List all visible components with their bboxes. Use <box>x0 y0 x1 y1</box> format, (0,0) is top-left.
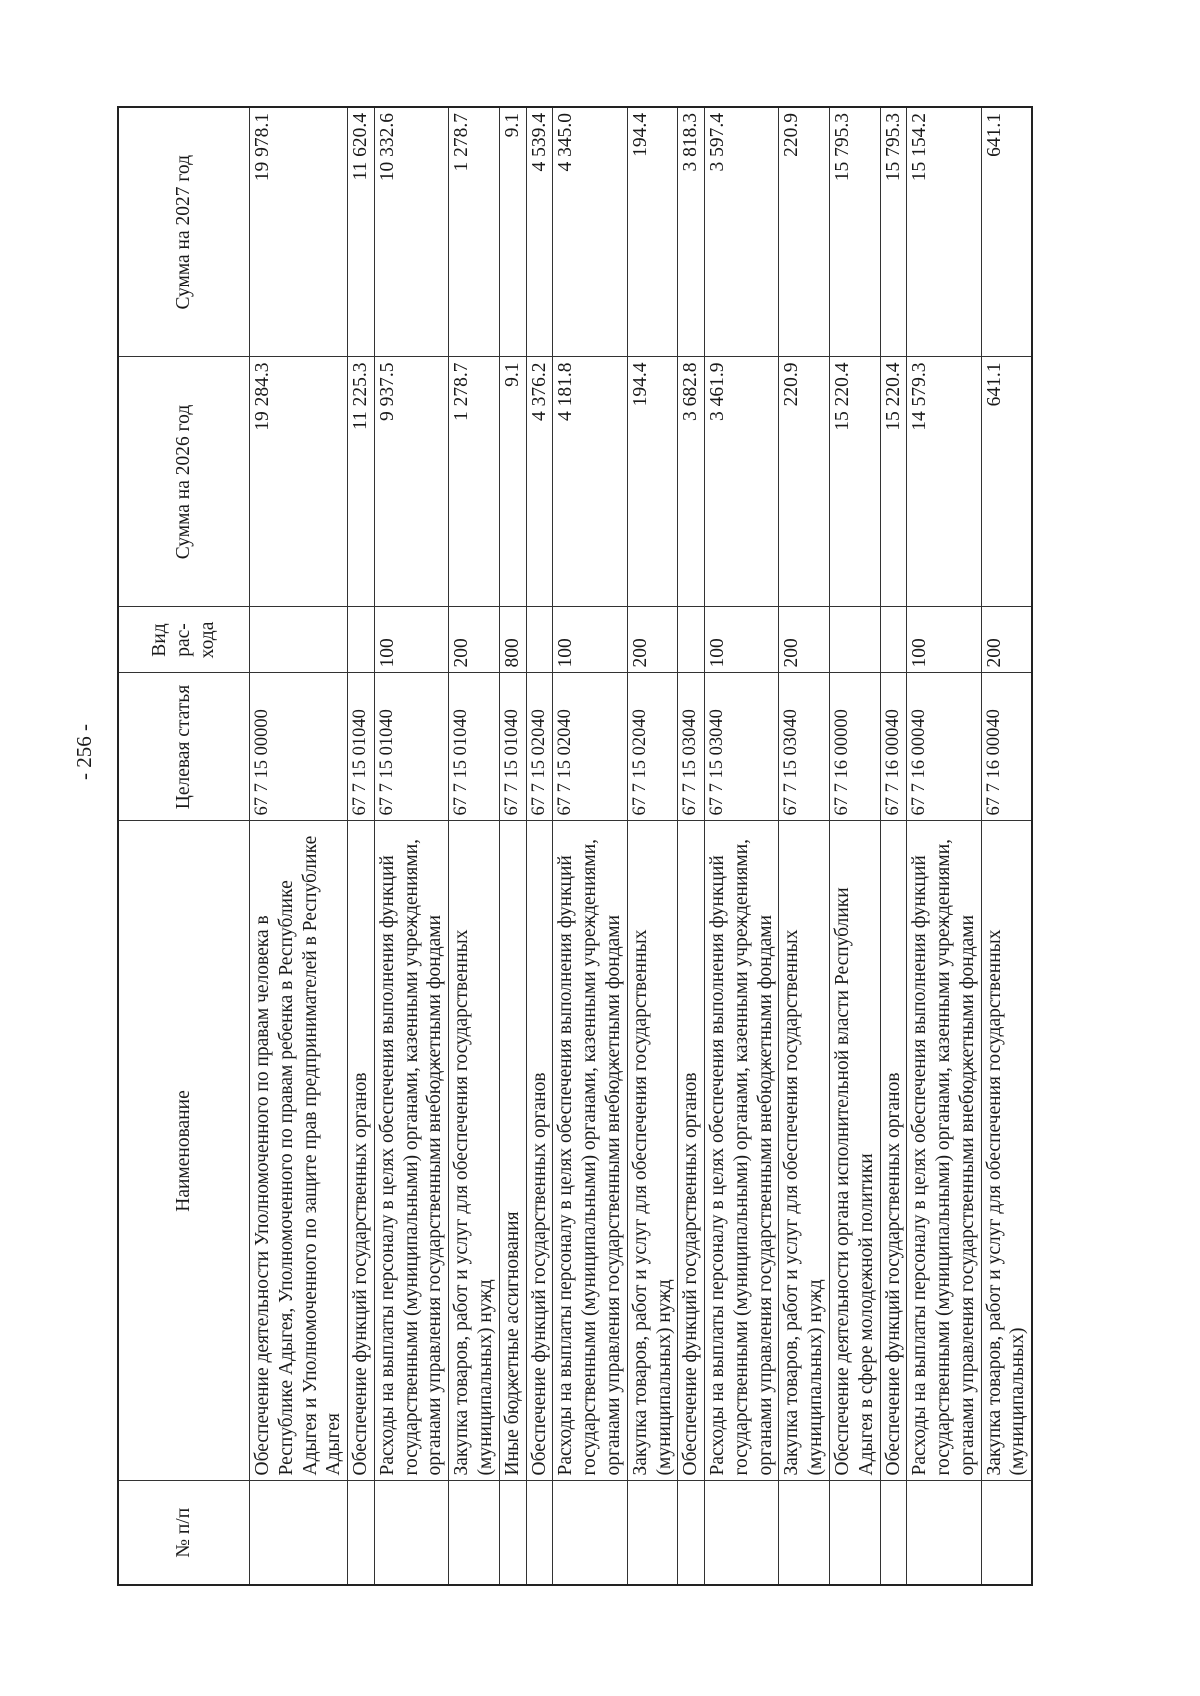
row-expense-type: 100 <box>374 607 448 673</box>
row-number <box>526 1481 553 1585</box>
row-expense-type <box>348 607 375 673</box>
row-sum-2027: 4 345.0 <box>553 107 627 357</box>
rotated-page-content <box>117 108 1074 1586</box>
table-row <box>907 107 981 1585</box>
row-sum-2027: 1 278.7 <box>449 107 500 357</box>
row-name: Расходы на выплаты персоналу в целях обеспечения выполнения функций государственными (муниципальными) органами, казенными учреждениями, органами управления государственными внебюджетными фондами <box>374 821 448 1481</box>
row-number <box>880 1481 907 1585</box>
table-row <box>348 107 375 1585</box>
row-name: Расходы на выплаты персоналу в целях обеспечения выполнения функций государственными (муниципальными) органами, казенными учреждениями, органами управления государственными внебюджетными фондами <box>553 821 627 1481</box>
table-row <box>880 107 907 1585</box>
header-name: Наименование <box>118 821 250 1481</box>
row-sum-2027: 641.1 <box>981 107 1032 357</box>
row-sum-2027: 15 795.3 <box>880 107 907 357</box>
row-target-code: 67 7 15 02040 <box>526 673 553 821</box>
row-target-code: 67 7 15 02040 <box>553 673 627 821</box>
row-expense-type <box>829 607 880 673</box>
row-target-code: 67 7 15 03040 <box>779 673 830 821</box>
row-number <box>250 1481 348 1585</box>
row-expense-type: 800 <box>499 607 526 673</box>
row-number <box>981 1481 1032 1585</box>
row-number <box>449 1481 500 1585</box>
row-number <box>499 1481 526 1585</box>
row-target-code: 67 7 15 01040 <box>374 673 448 821</box>
row-sum-2026: 4 181.8 <box>553 357 627 607</box>
row-name: Обеспечение функций государственных органов <box>526 821 553 1481</box>
row-sum-2027: 10 332.6 <box>374 107 448 357</box>
table-row <box>553 107 627 1585</box>
budget-table <box>117 106 1033 1586</box>
row-sum-2027: 9.1 <box>499 107 526 357</box>
table-row <box>829 107 880 1585</box>
table-header-row <box>118 107 250 1585</box>
row-expense-type <box>526 607 553 673</box>
row-name: Закупка товаров, работ и услуг для обеспечения государственных (муниципальных) нужд <box>779 821 830 1481</box>
row-sum-2026: 220.9 <box>779 357 830 607</box>
row-number <box>627 1481 678 1585</box>
row-number <box>705 1481 779 1585</box>
row-target-code: 67 7 16 00040 <box>880 673 907 821</box>
row-sum-2026: 15 220.4 <box>880 357 907 607</box>
header-sum-2026: Сумма на 2026 год <box>118 357 250 607</box>
header-vid: Вид рас-хода <box>118 607 250 673</box>
row-expense-type: 200 <box>449 607 500 673</box>
header-code: Целевая статья <box>118 673 250 821</box>
table-row <box>499 107 526 1585</box>
row-name: Закупка товаров, работ и услуг для обеспечения государственных (муниципальных) нужд <box>627 821 678 1481</box>
row-name: Закупка товаров, работ и услуг для обеспечения государственных (муниципальных) нужд <box>449 821 500 1481</box>
row-expense-type: 200 <box>779 607 830 673</box>
table-row <box>526 107 553 1585</box>
table-row <box>678 107 705 1585</box>
row-target-code: 67 7 15 01040 <box>348 673 375 821</box>
row-sum-2026: 3 682.8 <box>678 357 705 607</box>
row-sum-2026: 14 579.3 <box>907 357 981 607</box>
row-sum-2027: 15 154.2 <box>907 107 981 357</box>
row-expense-type: 100 <box>553 607 627 673</box>
row-number <box>348 1481 375 1585</box>
row-number <box>678 1481 705 1585</box>
row-sum-2026: 194.4 <box>627 357 678 607</box>
row-sum-2026: 9.1 <box>499 357 526 607</box>
row-expense-type <box>678 607 705 673</box>
row-expense-type: 100 <box>907 607 981 673</box>
header-num: № п/п <box>118 1481 250 1585</box>
row-number <box>907 1481 981 1585</box>
row-name: Иные бюджетные ассигнования <box>499 821 526 1481</box>
row-expense-type: 200 <box>627 607 678 673</box>
row-target-code: 67 7 15 00000 <box>250 673 348 821</box>
row-name: Расходы на выплаты персоналу в целях обеспечения выполнения функций государственными (муниципальными) органами, казенными учреждениями, органами управления государственными внебюджетными фондами <box>907 821 981 1481</box>
row-name: Обеспечение функций государственных органов <box>880 821 907 1481</box>
row-name: Обеспечение деятельности Уполномоченного по правам человека в Республике Адыгея, Уполномоченного по правам ребенка в Республике Адыгея и Уполномоченного по защите прав предпринимателей в Республике Адыгея <box>250 821 348 1481</box>
table-row <box>374 107 448 1585</box>
row-name: Закупка товаров, работ и услуг для обеспечения государственных (муниципальных) <box>981 821 1032 1481</box>
row-number <box>829 1481 880 1585</box>
table-row <box>449 107 500 1585</box>
table-row <box>250 107 348 1585</box>
row-target-code: 67 7 15 03040 <box>705 673 779 821</box>
row-name: Обеспечение функций государственных органов <box>348 821 375 1481</box>
table-row <box>705 107 779 1585</box>
row-name: Обеспечение функций государственных органов <box>678 821 705 1481</box>
row-name: Расходы на выплаты персоналу в целях обеспечения выполнения функций государственными (муниципальными) органами, казенными учреждениями, органами управления государственными внебюджетными фондами <box>705 821 779 1481</box>
row-sum-2027: 3 597.4 <box>705 107 779 357</box>
row-target-code: 67 7 15 01040 <box>499 673 526 821</box>
row-number <box>374 1481 448 1585</box>
row-expense-type <box>880 607 907 673</box>
page-number: - 256 - <box>72 724 96 780</box>
row-sum-2026: 4 376.2 <box>526 357 553 607</box>
row-expense-type: 200 <box>981 607 1032 673</box>
row-sum-2027: 194.4 <box>627 107 678 357</box>
table-body <box>250 107 1033 1585</box>
table-row <box>627 107 678 1585</box>
row-target-code: 67 7 16 00000 <box>829 673 880 821</box>
row-sum-2027: 11 620.4 <box>348 107 375 357</box>
row-number <box>779 1481 830 1585</box>
row-expense-type: 100 <box>705 607 779 673</box>
row-sum-2027: 3 818.3 <box>678 107 705 357</box>
table-row <box>779 107 830 1585</box>
table-row <box>981 107 1032 1585</box>
row-number <box>553 1481 627 1585</box>
row-target-code: 67 7 16 00040 <box>981 673 1032 821</box>
row-sum-2026: 15 220.4 <box>829 357 880 607</box>
row-sum-2026: 641.1 <box>981 357 1032 607</box>
row-sum-2026: 1 278.7 <box>449 357 500 607</box>
row-sum-2027: 4 539.4 <box>526 107 553 357</box>
row-sum-2026: 3 461.9 <box>705 357 779 607</box>
row-expense-type <box>250 607 348 673</box>
row-sum-2026: 19 284.3 <box>250 357 348 607</box>
row-target-code: 67 7 15 02040 <box>627 673 678 821</box>
row-target-code: 67 7 16 00040 <box>907 673 981 821</box>
row-sum-2027: 220.9 <box>779 107 830 357</box>
row-target-code: 67 7 15 03040 <box>678 673 705 821</box>
row-sum-2026: 11 225.3 <box>348 357 375 607</box>
row-sum-2026: 9 937.5 <box>374 357 448 607</box>
row-sum-2027: 15 795.3 <box>829 107 880 357</box>
row-target-code: 67 7 15 01040 <box>449 673 500 821</box>
row-sum-2027: 19 978.1 <box>250 107 348 357</box>
header-sum-2027: Сумма на 2027 год <box>118 107 250 357</box>
row-name: Обеспечение деятельности органа исполнительной власти Республики Адыгея в сфере молодежной политики <box>829 821 880 1481</box>
